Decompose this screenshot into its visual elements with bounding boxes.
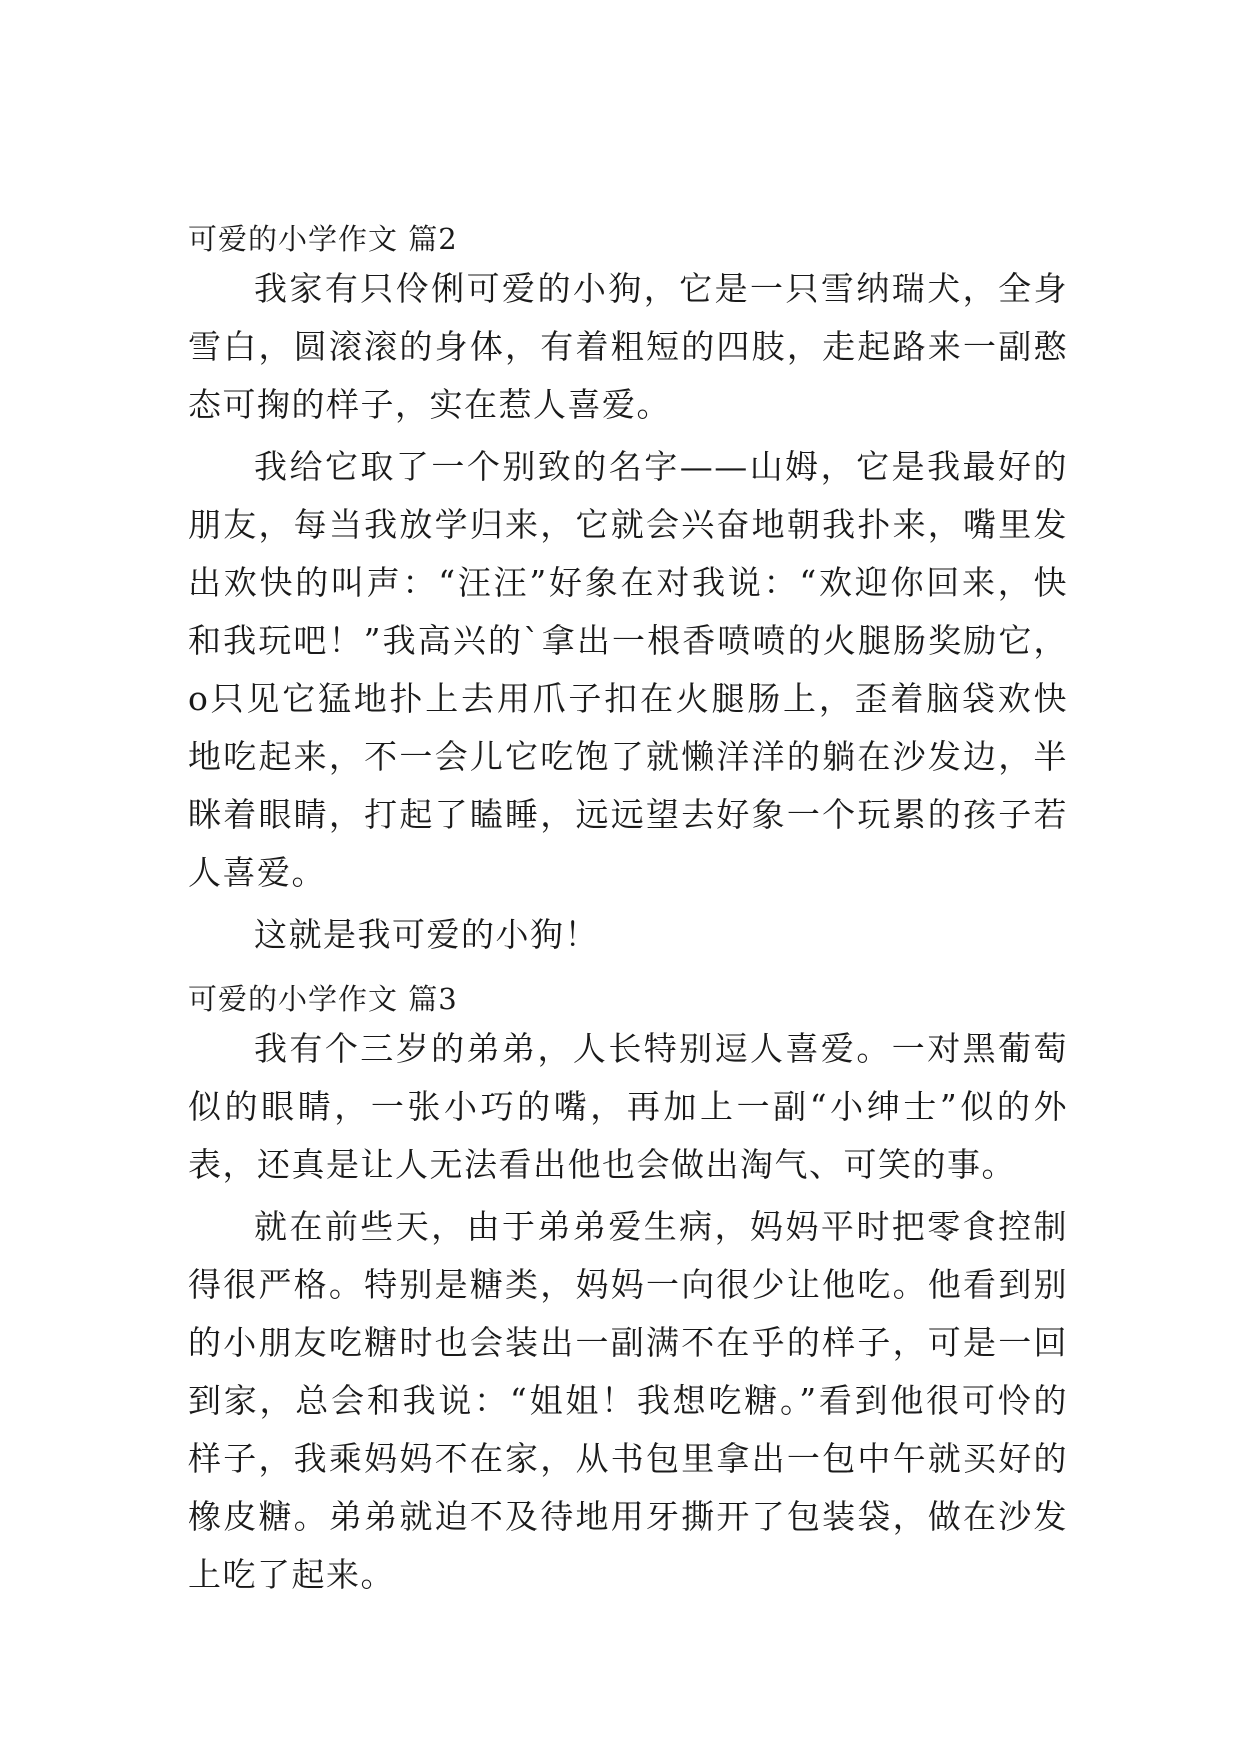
paragraph: 我给它取了一个别致的名字——山姆，它是我最好的朋友，每当我放学归来，它就会兴奋地朝我扑来，嘴里发出欢快的叫声：“汪汪”好象在对我说：“欢迎你回来，快和我玩吧！”我高兴的`拿出一根香喷喷的火腿肠奖励它，o只见它猛地扑上去用爪子扣在火腿肠上，歪着脑袋欢快地吃起来，不一会儿它吃饱了就懒洋洋的躺在沙发边，半眯着眼睛，打起了瞌睡，远远望去好象一个玩累的孩子若人喜爱。 <box>188 447 1068 892</box>
paragraph: 就在前些天，由于弟弟爱生病，妈妈平时把零食控制得很严格。特别是糖类，妈妈一向很少让他吃。他看到别的小朋友吃糖时也会装出一副满不在乎的样子，可是一回到家，总会和我说：“姐姐！我想吃糖。”看到他很可怜的样子，我乘妈妈不在家，从书包里拿出一包中午就买好的橡皮糖。弟弟就迫不及待地用牙撕开了包装袋，做在沙发上吃了起来。 <box>188 1207 1068 1594</box>
essay-section-3 <box>188 980 1068 1608</box>
document-page <box>188 0 1068 1754</box>
essay-section-2 <box>188 220 1068 968</box>
section-title: 可爱的小学作文 篇2 <box>188 222 458 256</box>
paragraph: 我有个三岁的弟弟，人长特别逗人喜爱。一对黑葡萄似的眼睛，一张小巧的嘴，再加上一副“小绅士”似的外表，还真是让人无法看出他也会做出淘气、可笑的事。 <box>188 1029 1068 1184</box>
section-title: 可爱的小学作文 篇3 <box>188 982 458 1016</box>
paragraph: 我家有只伶俐可爱的小狗，它是一只雪纳瑞犬，全身雪白，圆滚滚的身体，有着粗短的四肢，走起路来一副憨态可掬的样子，实在惹人喜爱。 <box>188 269 1068 424</box>
paragraph: 这就是我可爱的小狗！ <box>254 915 599 954</box>
